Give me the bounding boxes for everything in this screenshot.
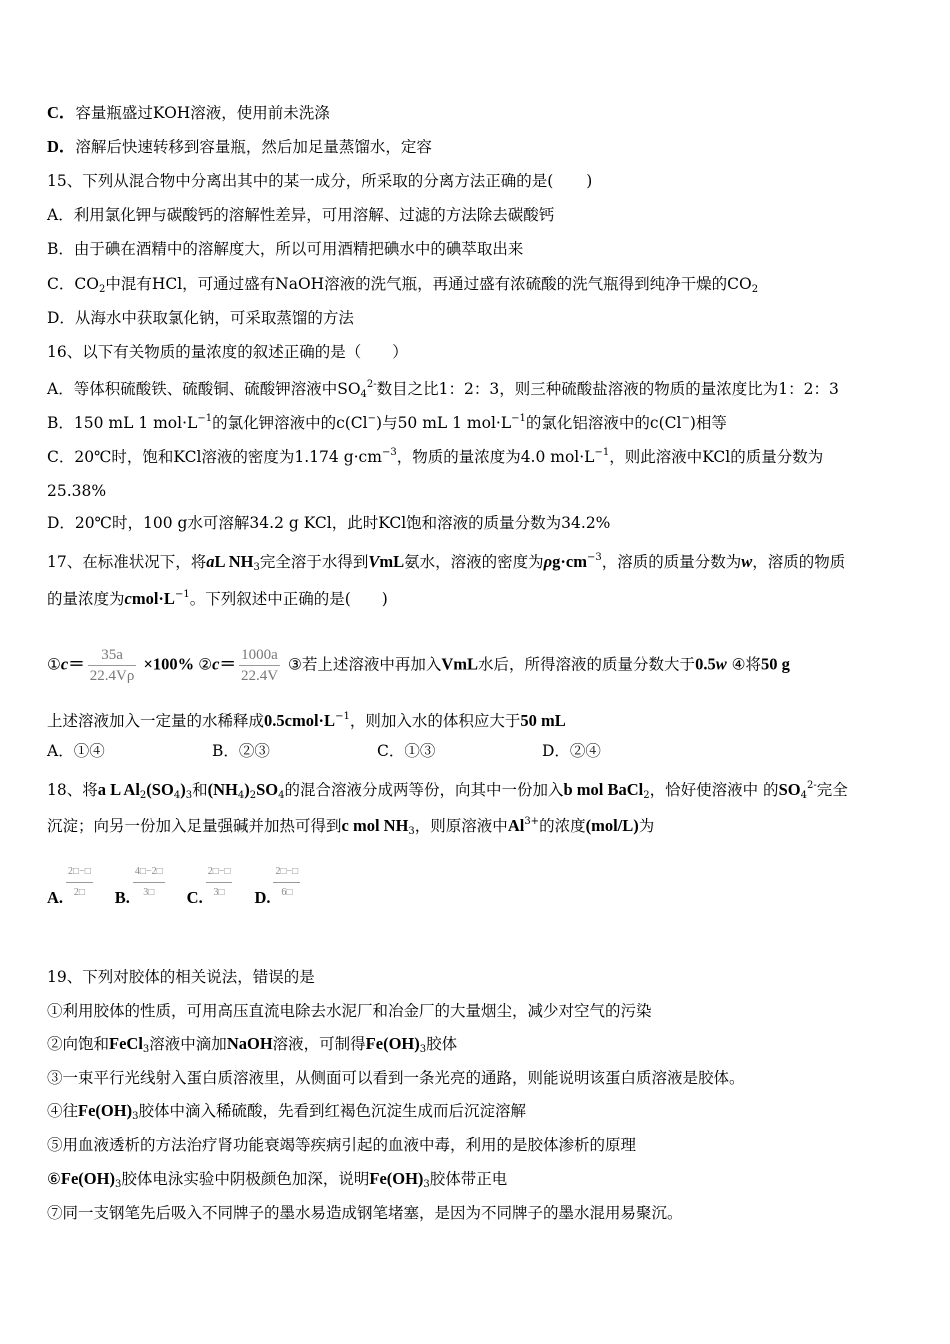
text-run: A．①④	[47, 742, 105, 760]
text-line	[47, 409, 727, 433]
text-run: NaOH	[226, 1034, 273, 1053]
text-run: ②向饱和	[47, 1035, 110, 1053]
text-run: c mol NH	[341, 816, 409, 835]
text-run: 的混合溶液分成两等份，向其中一份加入	[284, 781, 564, 799]
text-run: 4	[360, 389, 367, 400]
text-run: ，物质的量浓度为4.0 mol·L	[396, 448, 595, 466]
text-run: −1	[197, 413, 213, 424]
text-run: −3	[381, 447, 397, 458]
text-line	[47, 741, 601, 761]
text-line	[47, 1034, 457, 1060]
text-run: Fe(OH)	[369, 1169, 424, 1188]
text-run: 2	[751, 284, 759, 295]
text-run: 水后，所得溶液的质量分数大于	[478, 655, 696, 674]
text-line	[47, 1135, 636, 1155]
text-run: 50 g	[761, 654, 790, 674]
text-run: −1	[174, 589, 190, 600]
text-run: 完全	[816, 781, 848, 799]
text-run: A.	[47, 888, 64, 907]
text-run: −	[367, 413, 377, 424]
text-run: mL	[379, 552, 405, 571]
fraction-numerator: 35a	[88, 645, 137, 666]
text-run: 完全溶于水得到	[259, 553, 369, 571]
text-run: SO	[256, 780, 279, 799]
text-run: 胶体电泳实验中阴极颜色加深，说明	[121, 1170, 370, 1188]
text-run: Fe(OH)	[365, 1034, 420, 1053]
text-run: C.	[186, 888, 203, 907]
text-run: 3	[185, 790, 193, 801]
text-run: A．等体积硫酸铁、硫酸铜、硫酸钾溶液中SO	[47, 380, 361, 398]
text-run: ②	[198, 655, 213, 674]
text-run: )	[586, 172, 593, 190]
text-run: (NH	[207, 780, 238, 799]
text-line	[47, 1068, 745, 1088]
text-run: 的浓度	[539, 817, 586, 835]
text-run: ⑦同一支钢笔先后吸入不同牌子的墨水易造成钢笔堵塞，是因为不同牌子的墨水混用易聚沉。	[47, 1204, 683, 1222]
text-run: D．从海水中获取氯化钠，可采取蒸馏的方法	[47, 309, 354, 327]
text-line	[47, 239, 523, 259]
text-run: −1	[511, 413, 526, 424]
text-line	[47, 1203, 683, 1223]
text-run: ＝	[68, 654, 85, 674]
text-run: 2-	[806, 780, 817, 791]
text-line	[47, 707, 566, 731]
text-line	[47, 645, 790, 686]
text-run: SO	[778, 780, 801, 799]
text-run: VmL	[441, 654, 479, 674]
text-run: mol·L	[131, 589, 175, 608]
text-run: FeCl	[109, 1034, 143, 1053]
text-line	[47, 1169, 507, 1195]
text-line	[47, 481, 106, 501]
text-run: ④将	[726, 655, 762, 674]
text-line	[47, 1101, 526, 1127]
fraction-denominator: 2□	[73, 887, 85, 898]
fraction-numerator: 2□−□	[273, 862, 300, 883]
text-run: 2	[643, 790, 650, 801]
text-line	[47, 513, 610, 533]
text-run: ⑤用血液透析的方法治疗肾功能衰竭等疾病引起的血液中毒，利用的是胶体渗析的原理	[47, 1136, 637, 1154]
text-run: 胶体中滴入稀硫酸，先看到红褐色沉淀生成而后沉淀溶解	[138, 1102, 526, 1120]
text-run: )	[180, 780, 186, 799]
text-run: 中混有HCl，可通过盛有NaOH溶液的洗气瓶，再通过盛有浓硫酸的洗气瓶得到纯净干燥的CO	[105, 275, 752, 293]
text-run: 容量瓶盛过KOH溶液，使用前未洗涤	[75, 104, 330, 122]
text-line	[47, 375, 839, 405]
text-run: 。下列叙述中正确的是(	[189, 590, 351, 608]
text-run: V	[368, 552, 380, 571]
text-line	[47, 548, 845, 578]
fraction	[206, 862, 233, 903]
fraction	[273, 862, 300, 903]
text-run: 2-	[366, 379, 377, 390]
text-run: )相等	[689, 414, 727, 432]
text-run: 2	[139, 790, 147, 801]
fraction-denominator: 22.4Vρ	[89, 668, 135, 684]
text-line	[47, 812, 654, 842]
text-run: 15、下列从混合物中分离出其中的某一成分，所采取的分离方法正确的是(	[47, 172, 554, 190]
text-run: ③一束平行光线射入蛋白质溶液里，从侧面可以看到一条光亮的通路，则能说明该蛋白质溶液是胶体。	[47, 1069, 745, 1087]
text-run: 为	[638, 817, 655, 835]
text-run: B．②③	[212, 742, 270, 760]
text-line	[47, 205, 554, 225]
text-run: 3	[423, 1179, 430, 1190]
text-run: 溶液中滴加	[149, 1035, 227, 1053]
text-run: 溶解后快速转移到容量瓶，然后加足量蒸馏水，定容	[75, 138, 432, 156]
text-run: −3	[586, 552, 602, 563]
text-run: ρ	[543, 552, 553, 571]
text-run: 4	[237, 790, 245, 801]
text-run: Al	[507, 816, 525, 835]
text-run: c	[60, 654, 69, 674]
text-run: ，则此溶液中KCl的质量分数为	[609, 448, 824, 466]
text-run: −1	[594, 447, 610, 458]
text-run: C．①③	[377, 742, 436, 760]
text-run: a	[206, 552, 215, 571]
text-run: L NH	[214, 552, 254, 571]
text-run: )	[381, 590, 388, 608]
text-line	[47, 443, 823, 467]
text-line	[47, 862, 322, 908]
text-run: ①	[47, 655, 61, 674]
text-run: 3	[408, 826, 415, 837]
text-run: ，溶质的物质	[752, 553, 846, 571]
text-run: 3	[132, 1111, 139, 1122]
text-run: w	[741, 552, 753, 571]
text-run: 0.5cmol·L	[264, 711, 336, 730]
text-run: 氨水，溶液的密度为	[404, 553, 544, 571]
text-run: b mol BaCl	[563, 780, 644, 799]
text-run: C．CO	[47, 275, 99, 293]
text-run: −1	[335, 711, 350, 722]
text-run	[553, 171, 586, 190]
fraction-numerator: 2□−□	[66, 862, 93, 883]
text-run: 19、下列对胶体的相关说法，错误的是	[47, 968, 315, 986]
text-run: 4	[278, 790, 285, 801]
text-line	[47, 171, 592, 191]
text-run: 2	[98, 284, 106, 295]
text-run: 的量浓度为	[47, 590, 125, 608]
text-run: ③若上述溶液中再加入	[283, 655, 442, 674]
text-run: 25.38%	[47, 482, 107, 500]
text-run: 3	[142, 1044, 150, 1055]
text-run: g·cm	[552, 552, 587, 571]
text-run: 2	[249, 790, 257, 801]
fraction-denominator: 3□	[213, 887, 225, 898]
text-run: a L Al	[97, 780, 140, 799]
text-run: 3+	[524, 816, 540, 827]
text-run: (SO	[146, 780, 174, 799]
text-line	[47, 342, 408, 362]
text-run: D．②④	[542, 742, 601, 760]
text-run: C．	[47, 103, 76, 122]
text-line	[47, 137, 432, 157]
text-run: B．由于碘在酒精中的溶解度大，所以可用酒精把碘水中的碘萃取出来	[47, 240, 524, 258]
text-run: −	[681, 413, 690, 424]
text-run: 16、以下有关物质的量浓度的叙述正确的是（ ）	[47, 343, 408, 361]
text-run: c	[212, 654, 220, 674]
fraction-numerator: 4□−2□	[133, 862, 165, 883]
text-line	[47, 1001, 652, 1021]
text-run: ①利用胶体的性质，可用高压直流电除去水泥厂和冶金厂的大量烟尘，减少对空气的污染	[47, 1002, 652, 1020]
text-line	[47, 274, 758, 300]
fraction	[239, 645, 280, 686]
text-run: ×100%	[139, 654, 199, 674]
text-run: ，则加入水的体积应大于	[349, 712, 521, 730]
fraction-denominator: 22.4V	[240, 668, 279, 684]
text-run	[351, 590, 382, 608]
fraction	[66, 862, 93, 903]
text-run: ，溶质的质量分数为	[601, 553, 742, 571]
text-run: 3	[419, 1044, 427, 1055]
text-run: 50 mL	[520, 711, 566, 730]
text-run: w	[715, 654, 727, 674]
text-run: B.	[114, 888, 130, 907]
text-run: ，恰好使溶液中 的	[649, 781, 779, 799]
text-run: D．20℃时，100 g水可溶解34.2 g KCl，此时KCl饱和溶液的质量分数为34.2%	[47, 514, 611, 532]
text-run: 上述溶液加入一定量的水稀释成	[47, 712, 265, 730]
fraction-denominator: 3□	[143, 887, 155, 898]
text-line	[47, 585, 388, 609]
text-run: D.	[254, 888, 271, 907]
text-run: D．	[47, 137, 76, 156]
text-run: 4	[173, 790, 181, 801]
text-run: (mol/L)	[585, 816, 639, 835]
text-run: 3	[253, 562, 260, 573]
text-run: Fe(OH)	[60, 1169, 115, 1188]
text-line	[47, 103, 330, 123]
text-line	[47, 967, 315, 987]
fraction-numerator: 1000a	[239, 645, 280, 666]
text-run: 胶体	[426, 1035, 458, 1053]
text-run: ⑥	[47, 1170, 61, 1188]
text-run: ＝	[219, 654, 236, 674]
text-run: 沉淀；向另一份加入足量强碱并加热可得到	[47, 817, 342, 835]
text-line	[47, 776, 848, 806]
text-run: )	[244, 780, 250, 799]
text-run: 数目之比1：2：3，则三种硫酸盐溶液的物质的量浓度比为1：2：3	[376, 380, 839, 398]
text-run: C．20℃时，饱和KCl溶液的密度为1.174 g·cm	[47, 448, 382, 466]
text-run: 和	[192, 781, 208, 799]
text-run: 18、将	[47, 781, 98, 799]
text-run: 0.5	[695, 654, 716, 674]
text-run: ，则原溶液中	[414, 817, 508, 835]
text-run: A．利用氯化钾与碳酸钙的溶解性差异，可用溶解、过滤的方法除去碳酸钙	[47, 206, 555, 224]
text-run: 17、在标准状况下，将	[47, 553, 207, 571]
fraction-denominator: 6□	[281, 887, 293, 898]
text-run: Fe(OH)	[78, 1101, 133, 1120]
text-run: c	[124, 589, 132, 608]
text-run: 4	[800, 790, 807, 801]
fraction	[133, 862, 165, 903]
fraction	[88, 645, 137, 686]
text-line	[47, 308, 354, 328]
text-run: 胶体带正电	[429, 1170, 508, 1188]
text-run: )与50 mL 1 mol·L	[376, 414, 512, 432]
text-run: 的氯化铝溶液中的c(Cl	[525, 414, 682, 432]
text-run: B．150 mL 1 mol·L	[47, 414, 198, 432]
fraction-numerator: 2□−□	[206, 862, 233, 883]
text-run: ④往	[47, 1102, 79, 1120]
text-run: 的氯化钾溶液中的c(Cl	[212, 414, 368, 432]
text-run: 3	[114, 1179, 122, 1190]
text-run: 溶液，可制得	[272, 1035, 366, 1053]
